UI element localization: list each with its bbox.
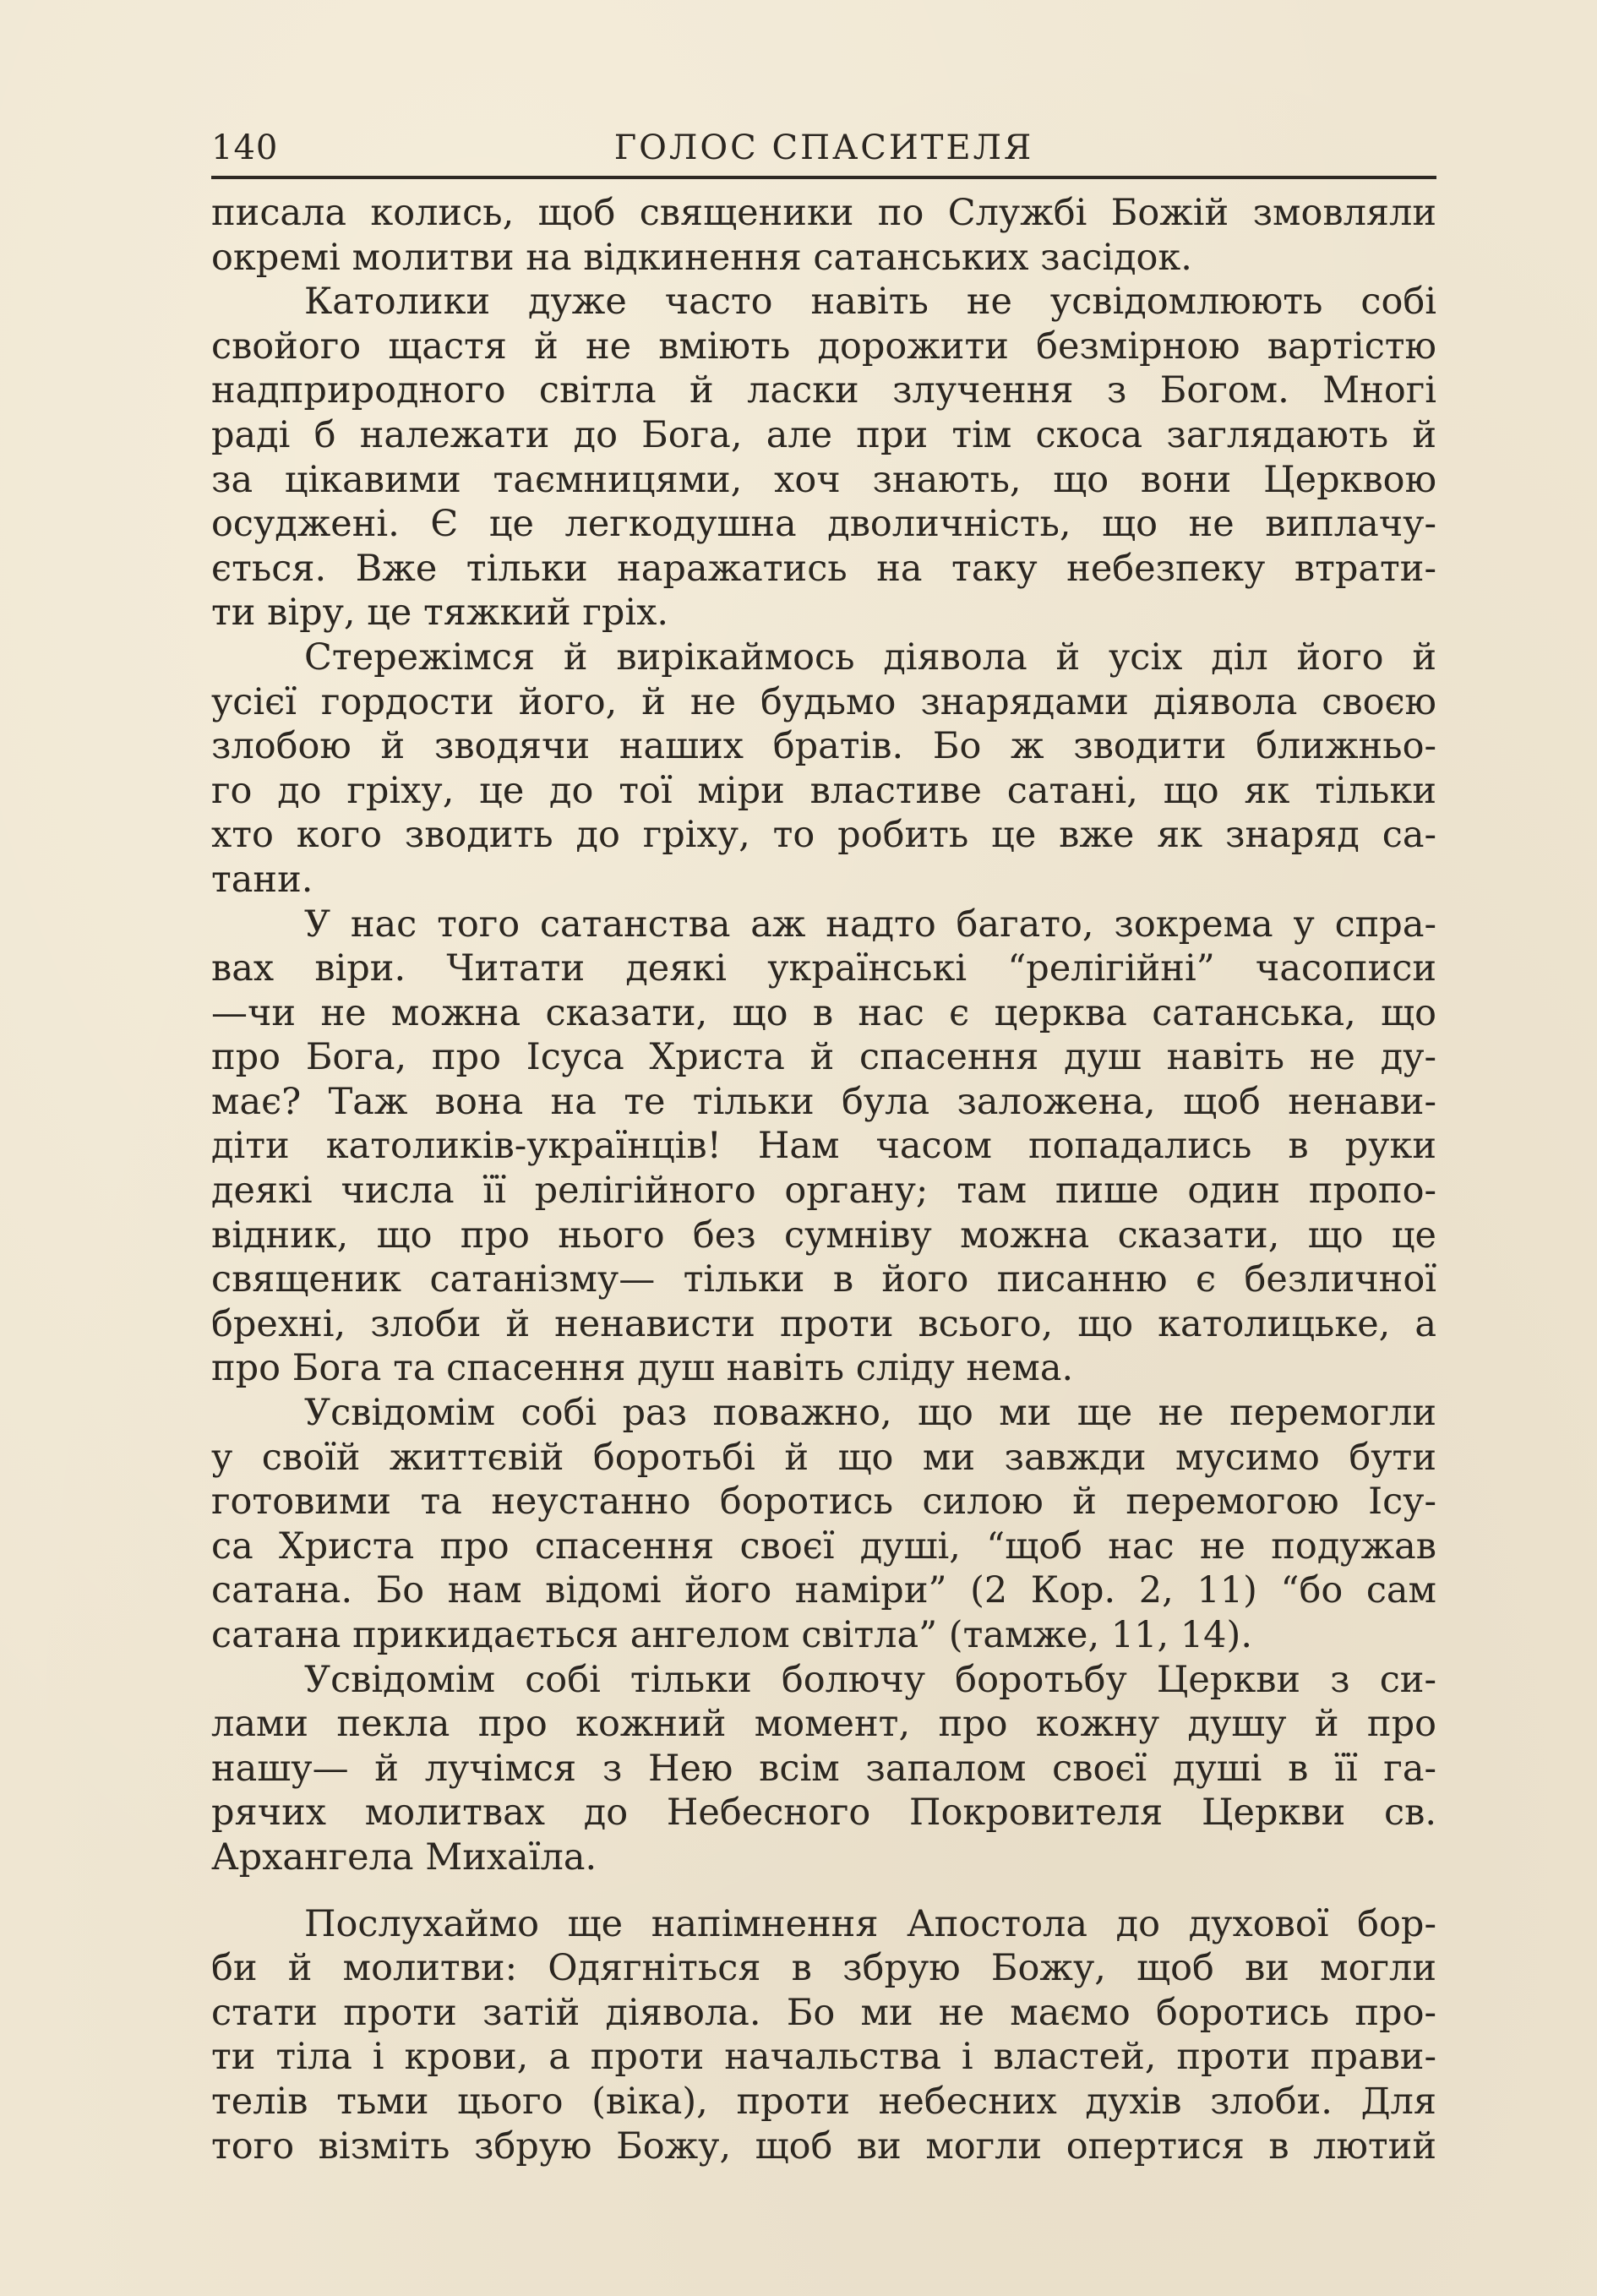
book-page xyxy=(211,127,1436,2168)
text-line: Католики дуже часто навіть не усвідомлюють собі xyxy=(304,281,1436,324)
page-header xyxy=(211,127,1436,179)
text-line: стати проти затій діявола. Бо ми не маємо боротись про- xyxy=(211,1991,1436,2034)
text-line: злобою й зводячи наших братів. Бо ж зводити ближньо- xyxy=(211,725,1436,768)
text-line: того візміть збрую Божу, щоб ви могли опертися в лютий xyxy=(211,2124,1436,2168)
text-line: деякі числа її релігійного органу; там пише один пропо- xyxy=(211,1170,1436,1213)
text-line: са Христа про спасення своєї душі, “щоб нас не подужав xyxy=(211,1524,1436,1568)
text-line: тани. xyxy=(211,858,313,901)
text-line: вах віри. Читати деякі українські “релігійні” часописи xyxy=(211,947,1436,990)
body-text xyxy=(211,191,1436,2168)
text-line: нашу— й лучімся з Нею всім запалом своєї душі в її га- xyxy=(211,1747,1436,1790)
text-line: хто кого зводить до гріху, то робить це вже як знаряд са- xyxy=(211,814,1436,857)
paragraph xyxy=(211,1391,1436,1658)
text-line: сатана прикидається ангелом світла” (тамже, 11, 14). xyxy=(211,1614,1252,1656)
text-line: осуджені. Є це легкодушна дволичність, що не виплачу- xyxy=(211,503,1436,546)
text-line: ється. Вже тільки наражатись на таку небезпеку втрати- xyxy=(211,547,1436,590)
paragraph xyxy=(211,1658,1436,1880)
text-line: Послухаймо ще напімнення Апостола до духової бор- xyxy=(304,1902,1436,1945)
text-line: окремі молитви на відкинення сатанських засідок. xyxy=(211,236,1192,279)
text-line: діти католиків-українців! Нам часом попадались в руки xyxy=(211,1125,1436,1168)
paragraph-gap xyxy=(211,1880,1436,1902)
text-line: ти тіла і крови, а проти начальства і властей, проти прави- xyxy=(211,2036,1436,2079)
page-number: 140 xyxy=(211,128,279,167)
text-line: усієї гордости його, й не будьмо знарядами діявола своєю xyxy=(211,680,1436,723)
paragraph xyxy=(211,1902,1436,2169)
text-line: брехні, злоби й ненависти проти всього, що католицьке, а xyxy=(211,1302,1436,1345)
text-line: раді б належати до Бога, але при тім скоса заглядають й xyxy=(211,413,1436,456)
text-line: го до гріху, це до тої міри властиве сатані, що як тільки xyxy=(211,769,1436,812)
paragraph xyxy=(211,903,1436,1392)
paragraph xyxy=(211,191,1436,280)
text-line: Архангела Михаїла. xyxy=(211,1835,597,1879)
text-line: Усвідомім собі тільки болючу боротьбу Церкви з си- xyxy=(304,1658,1436,1701)
text-line: свойого щастя й не вміють дорожити безмірною вартістю xyxy=(211,324,1436,368)
text-line: священик сатанізму— тільки в його писанню є безличної xyxy=(211,1258,1436,1301)
paragraph xyxy=(211,280,1436,635)
text-line: сатана. Бо нам відомі його наміри” (2 Кор. 2, 11) “бо сам xyxy=(211,1569,1436,1612)
text-line: відник, що про нього без сумніву можна сказати, що це xyxy=(211,1213,1436,1257)
text-line: у своїй життєвій боротьбі й що ми завжди мусимо бути xyxy=(211,1436,1436,1479)
text-line: рячих молитвах до Небесного Покровителя Церкви св. xyxy=(211,1792,1436,1835)
text-line: про Бога та спасення душ навіть сліду нема. xyxy=(211,1347,1074,1390)
text-line: про Бога, про Ісуса Христа й спасення душ навіть не ду- xyxy=(211,1036,1436,1079)
text-line: телів тьми цього (віка), проти небесних духів злоби. Для xyxy=(211,2080,1436,2123)
text-line: —чи не можна сказати, що в нас є церква сатанська, що xyxy=(211,991,1436,1034)
text-line: ти віру, це тяжкий гріх. xyxy=(211,592,669,635)
text-line: би й молитви: Одягніться в збрую Божу, щоб ви могли xyxy=(211,1947,1436,1990)
text-line: має? Таж вона на те тільки була заложена, щоб ненави- xyxy=(211,1080,1436,1123)
running-title: ГОЛОС СПАСИТЕЛЯ xyxy=(613,128,1034,167)
text-line: Усвідомім собі раз поважно, що ми ще не перемогли xyxy=(304,1392,1436,1435)
text-line: готовими та неустанно боротись силою й перемогою Ісу- xyxy=(211,1481,1436,1524)
text-line: Стережімся й вирікаймось діявола й усіх діл його й xyxy=(304,635,1436,679)
text-line: за цікавими таємницями, хоч знають, що вони Церквою xyxy=(211,458,1436,501)
text-line: лами пекла про кожний момент, про кожну душу й про xyxy=(211,1703,1436,1746)
text-line: писала колись, щоб священики по Службі Божій змовляли xyxy=(211,192,1436,234)
text-line: надприродного світла й ласки злучення з Богом. Многі xyxy=(211,369,1436,412)
text-line: У нас того сатанства аж надто багато, зокрема у спра- xyxy=(304,903,1436,946)
paragraph xyxy=(211,635,1436,903)
